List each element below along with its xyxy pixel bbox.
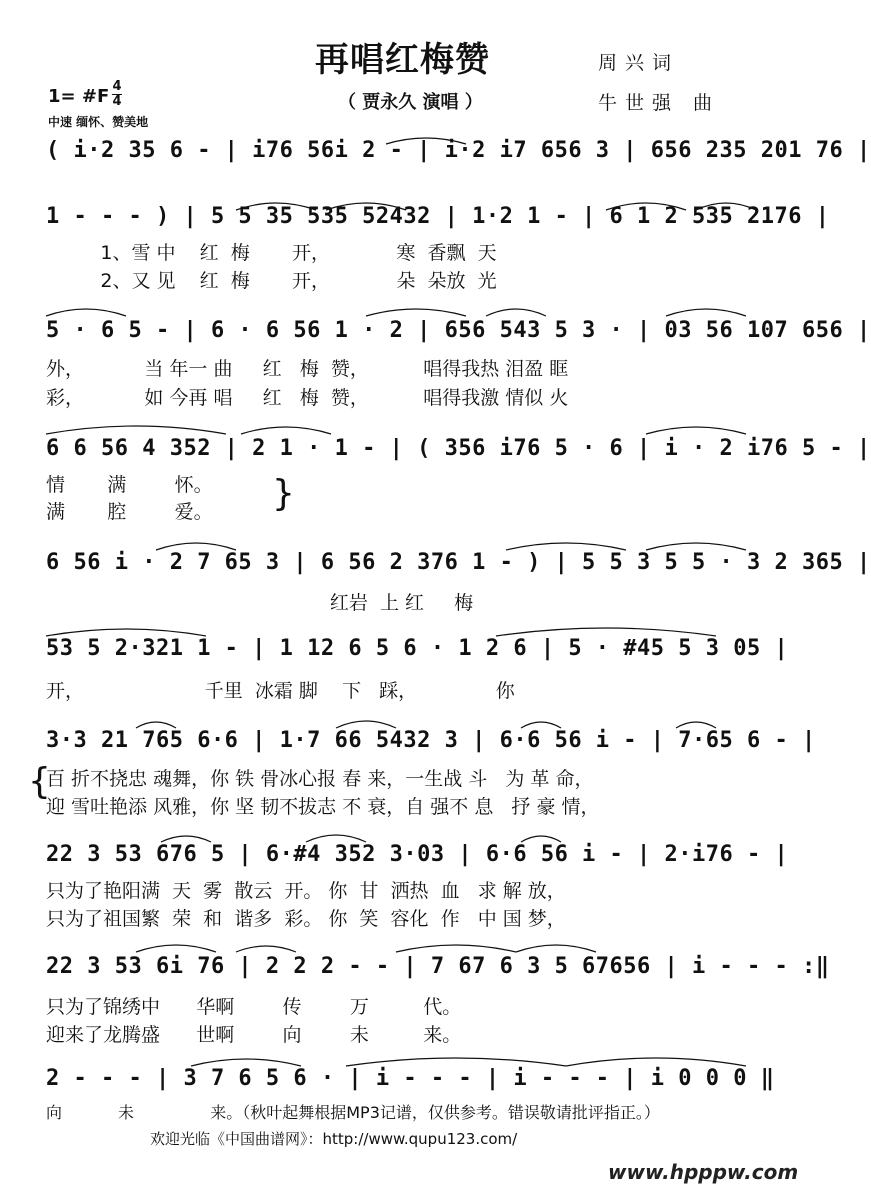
- lyric-verse-1: 外， 当 年一 曲 红 梅 赞， 唱得我热 泪盈 眶: [46, 358, 569, 380]
- lyric-verse-1: 开， 千里 冰霜 脚 下 踩， 你: [46, 680, 515, 702]
- notation-line-7: 3·3 21 765 6·6 | 1·7 66 5432 3 | 6·6 56 i - | 7·65 6 - |: [46, 728, 816, 753]
- key-signature: 1= #F: [48, 86, 110, 107]
- notation-line-4: 6 6 56 4 352 | 2 1 · 1 - | ( 356 i76 5 · 6 | i · 2 i76 5 - |: [46, 436, 871, 461]
- notation-line-10: 2 - - - | 3 7 6 5 6 · | i - - - | i - - - | i 0 0 0 ‖: [46, 1066, 775, 1091]
- lyric-verse-1: 红岩 上 红 梅: [46, 592, 474, 614]
- verse-brace: }: [272, 473, 295, 514]
- slur-marks: [46, 420, 756, 436]
- lyric-verse-2: 彩， 如 今再 唱 红 梅 赞， 唱得我激 情似 火: [46, 387, 569, 409]
- lyric-verse-1: 向 未 来。（秋叶起舞根据MP3记谱，仅供参考。错误敬请批评指正。）: [46, 1103, 660, 1122]
- lyric-verse-1: 只为了锦绣中 华啊 传 万 代。: [46, 996, 462, 1018]
- lyric-verse-2: 满 腔 爱。: [46, 501, 213, 523]
- lyric-verse-2: 迎 雪吐艳添 风雅，你 坚 韧不拔志 不 衰，自 强不 息 抒 豪 情，: [46, 796, 600, 818]
- lyric-verse-1: 1、雪 中 红 梅 开， 寒 香飘 天: [46, 242, 497, 264]
- slur-marks: [46, 938, 756, 954]
- notation-line-1: ( i·2 35 6 - | i76 56i 2 - | i·2 i7 656 3 | 656 235 201 76 |: [46, 138, 871, 163]
- time-signature-top: 4: [112, 79, 122, 94]
- lyricist-credit: 周兴词: [598, 52, 680, 74]
- notation-line-9: 22 3 53 6i 76 | 2 2 2 - - | 7 67 6 3 5 67656 | i - - - :‖: [46, 954, 830, 979]
- watermark: www.hpppw.com: [608, 1160, 799, 1184]
- notation-line-6: 53 5 2·321 1 - | 1 12 6 5 6 · 1 2 6 | 5 · #45 5 3 05 |: [46, 636, 789, 661]
- notation-line-8: 22 3 53 676 5 | 6·#4 352 3·03 | 6·6 56 i - | 2·i76 - |: [46, 842, 789, 867]
- tempo-marking: 中速 缅怀、赞美地: [48, 115, 149, 129]
- lyric-verse-1: 情 满 怀。: [46, 474, 213, 496]
- lyric-verse-2: 2、又 见 红 梅 开， 朵 朵放 光: [46, 270, 497, 292]
- notation-line-3: 5 · 6 5 - | 6 · 6 56 1 · 2 | 656 543 5 3 · | 03 56 107 656 |: [46, 318, 871, 343]
- verse-brace: {: [28, 761, 51, 802]
- site-footer: 欢迎光临《中国曲谱网》：http://www.qupu123.com/: [150, 1130, 518, 1148]
- notation-line-2: 1 - - - ) | 5 5 35 535 52432 | 1·2 1 - | 6 1 2 535 2176 |: [46, 204, 830, 229]
- notation-line-5: 6 56 i · 2 7 65 3 | 6 56 2 376 1 - ) | 5 5 3 5 5 · 3 2 365 |: [46, 550, 871, 575]
- lyric-verse-2: 只为了祖国繁 荣 和 谐多 彩。 你 笑 容化 作 中 国 梦，: [46, 908, 566, 930]
- lyric-verse-2: 迎来了龙腾盛 世啊 向 未 来。: [46, 1024, 462, 1046]
- time-signature-bottom: 4: [112, 94, 122, 109]
- composer-credit: 牛世强 曲: [598, 92, 721, 114]
- lyric-verse-1: 百 折不挠忠 魂舞，你 铁 骨冰心报 春 来，一生战 斗 为 革 命，: [46, 768, 594, 790]
- slur-marks: [46, 302, 756, 318]
- singer-credit: （ 贾永久 演唱 ）: [338, 92, 483, 113]
- lyric-verse-1: 只为了艳阳满 天 雾 散云 开。 你 甘 洒热 血 求 解 放，: [46, 880, 566, 902]
- time-signature: [112, 80, 122, 109]
- song-title: 再唱红梅赞: [315, 40, 490, 80]
